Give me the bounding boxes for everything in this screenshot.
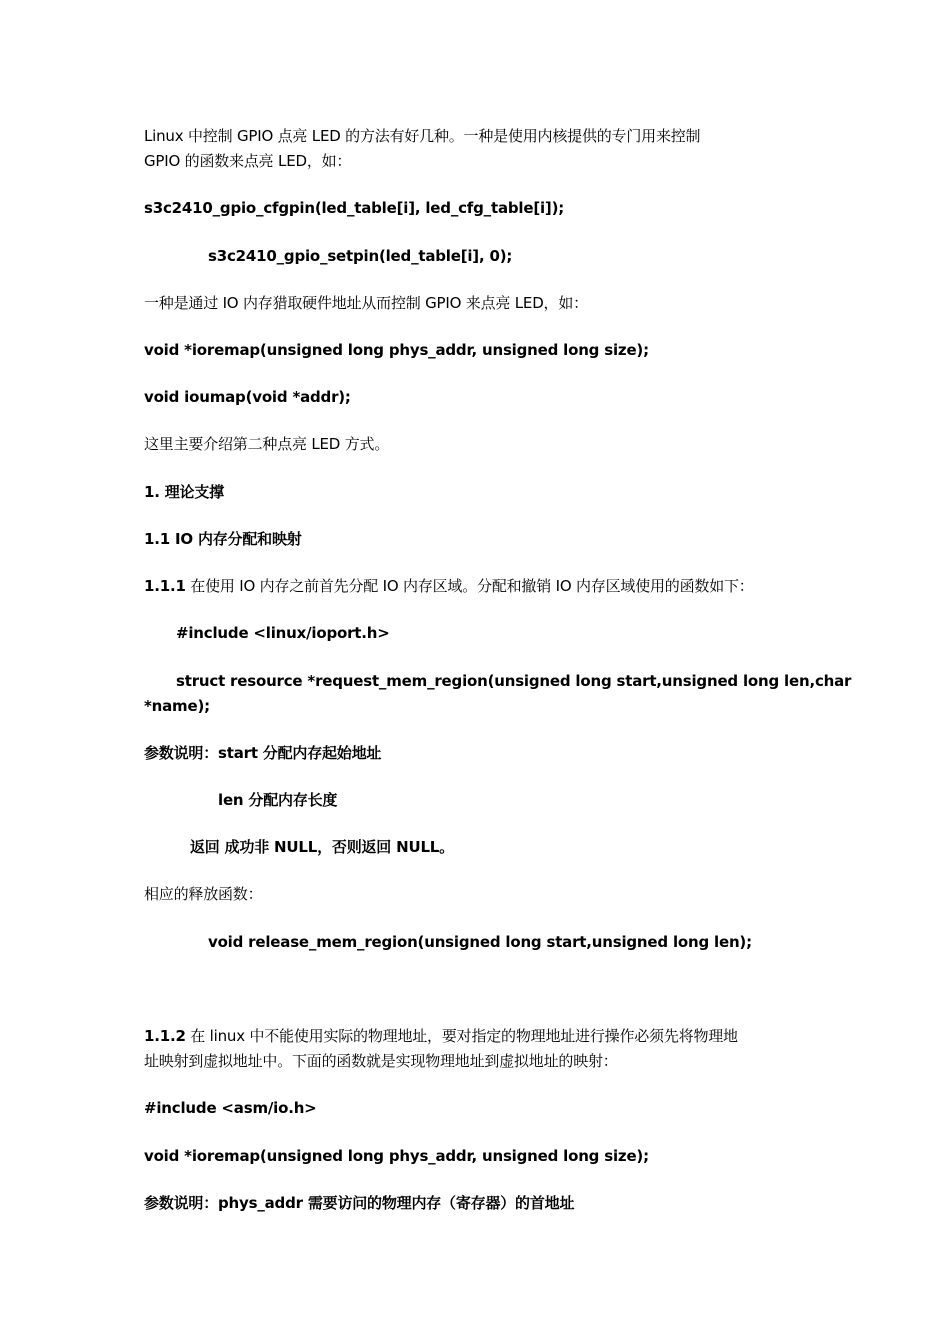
section-1-1-2-text-1: 在 linux 中不能使用实际的物理地址，要对指定的物理地址进行操作必须先将物理地 bbox=[185, 1027, 738, 1045]
intro-line-2: GPIO 的函数来点亮 LED，如： bbox=[144, 152, 352, 170]
param-phys-addr: 参数说明：phys_addr 需要访问的物理内存（寄存器）的首地址 bbox=[144, 1194, 575, 1212]
code-ioremap-signature-2: void *ioremap(unsigned long phys_addr, unsigned long size); bbox=[144, 1147, 649, 1165]
code-ioumap-signature: void ioumap(void *addr); bbox=[144, 388, 351, 406]
param-len: len 分配内存长度 bbox=[218, 791, 338, 809]
section-1-1-2-paragraph-line-2: 址映射到虚拟地址中。下面的函数就是实现物理地址到虚拟地址的映射： bbox=[144, 1052, 618, 1070]
section-1-1-1-number: 1.1.1 bbox=[144, 577, 186, 595]
code-request-mem-region-line-2: *name); bbox=[144, 697, 210, 715]
code-gpio-cfgpin: s3c2410_gpio_cfgpin(led_table[i], led_cfg_table[i]); bbox=[144, 199, 565, 217]
section-1-1-1-paragraph bbox=[144, 574, 754, 599]
code-request-mem-region-line-1: struct resource *request_mem_region(unsigned long start,unsigned long len,char bbox=[176, 672, 852, 690]
code-ioremap-signature: void *ioremap(unsigned long phys_addr, unsigned long size); bbox=[144, 341, 649, 359]
release-function-title: 相应的释放函数： bbox=[144, 885, 263, 903]
section-1-1-1-text: 在使用 IO 内存之前首先分配 IO 内存区域。分配和撤销 IO 内存区域使用的函数如下： bbox=[185, 577, 754, 595]
section-heading-1: 1. 理论支撑 bbox=[144, 483, 224, 501]
code-gpio-setpin: s3c2410_gpio_setpin(led_table[i], 0); bbox=[208, 247, 513, 265]
code-include-ioport: #include <linux/ioport.h> bbox=[176, 624, 390, 642]
method-two-text: 一种是通过 IO 内存猎取硬件地址从而控制 GPIO 来点亮 LED，如： bbox=[144, 294, 588, 312]
focus-text: 这里主要介绍第二种点亮 LED 方式。 bbox=[144, 435, 390, 453]
section-heading-1-1: 1.1 IO 内存分配和映射 bbox=[144, 530, 302, 548]
code-release-mem-region: void release_mem_region(unsigned long start,unsigned long len); bbox=[208, 933, 752, 951]
intro-line-1: Linux 中控制 GPIO 点亮 LED 的方法有好几种。一种是使用内核提供的专门用来控制 bbox=[144, 127, 701, 145]
code-include-asm-io: #include <asm/io.h> bbox=[144, 1099, 317, 1117]
section-1-1-2-paragraph-line-1 bbox=[144, 1024, 738, 1049]
param-return: 返回 成功非 NULL，否则返回 NULL。 bbox=[190, 838, 454, 856]
section-1-1-2-number: 1.1.2 bbox=[144, 1027, 186, 1045]
param-start: 参数说明：start 分配内存起始地址 bbox=[144, 744, 382, 762]
